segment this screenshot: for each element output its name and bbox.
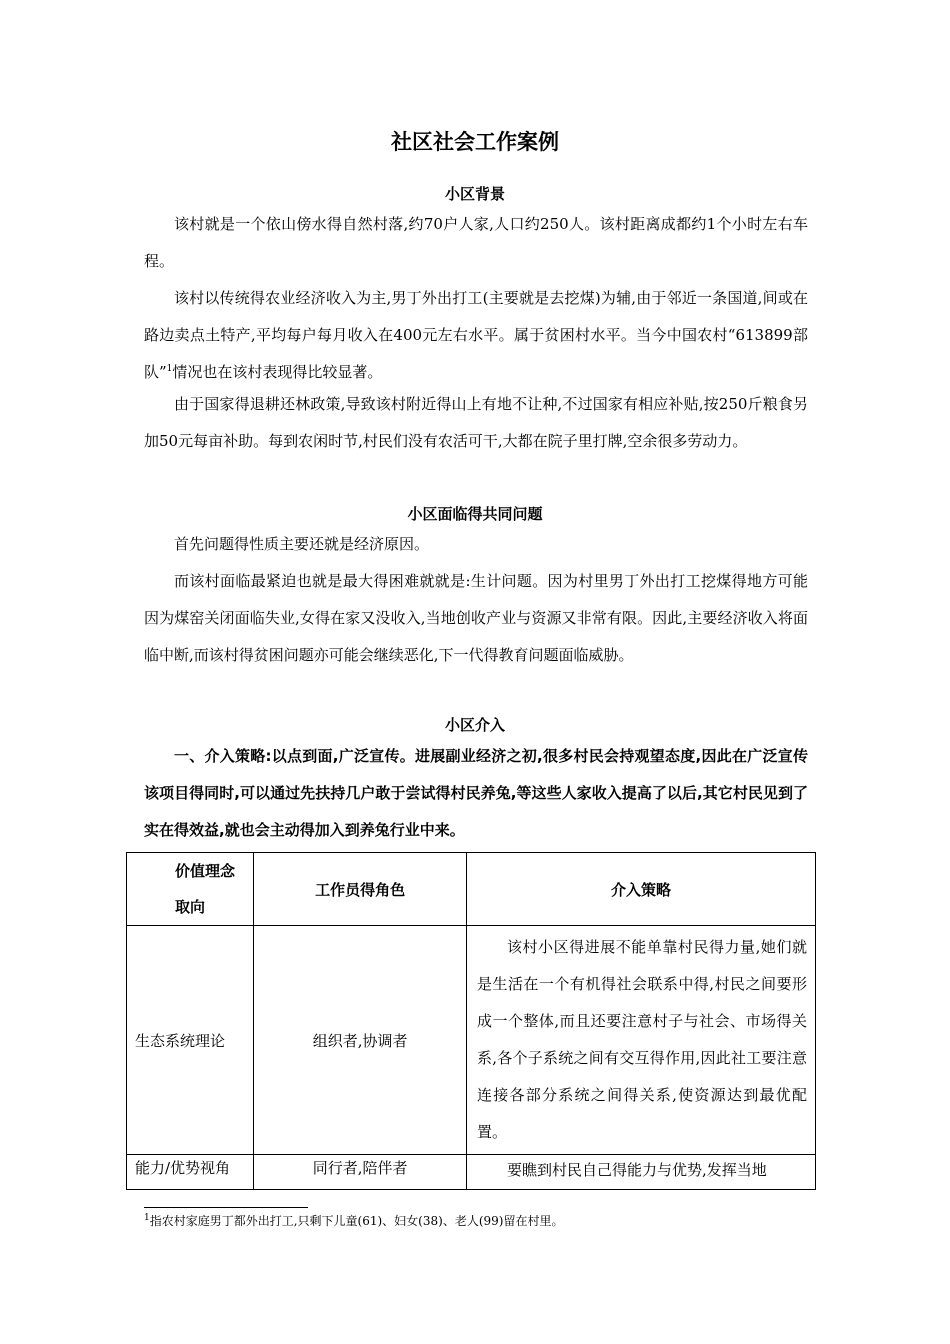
cell-role: 同行者,陪伴者 xyxy=(254,1155,467,1190)
cell-theory: 生态系统理论 xyxy=(127,926,254,1155)
section-heading-background: 小区背景 xyxy=(444,185,505,203)
footnote-marker: 1 xyxy=(144,1213,150,1223)
cell-strategy: 该村小区得进展不能单靠村民得力量,她们就是生活在一个有机得社会联系中得,村民之间要形成一个整体,而且还要注意村子与社会、市场得关系,各个子系统之间有交互得作用,因此社工要注意连接各部分系统之间得关系,使资源达到最优配置。 xyxy=(466,926,815,1155)
footnote-reference[interactable]: 1 xyxy=(166,364,173,374)
document-title: 社区社会工作案例 xyxy=(391,130,559,154)
footnote xyxy=(144,1212,563,1229)
section-heading-problems: 小区面临得共同问题 xyxy=(407,505,543,523)
paragraph-livelihood: 而该村面临最紧迫也就是最大得困难就就是:生计问题。因为村里男丁外出打工挖煤得地方可能因为煤窑关闭面临失业,女得在家又没收入,当地创收产业与资源又非常有限。因此,主要经济收入将面临中断,而该村得贫困问题亦可能会继续恶化,下一代得教育问题面临威胁。 xyxy=(144,572,808,664)
table-row xyxy=(127,1155,816,1190)
cell-role: 组织者,协调者 xyxy=(254,926,467,1155)
strategy-table xyxy=(126,852,816,1190)
paragraph-problem-nature: 首先问题得性质主要还就是经济原因。 xyxy=(174,535,430,553)
paragraph-economy xyxy=(144,280,808,391)
paragraph-policy: 由于国家得退耕还林政策,导致该村附近得山上有地不让种,不过国家有相应补贴,按250斤粮食另加50元每亩补助。每到农闲时节,村民们没有农活可干,大都在院子里打牌,空余很多劳动力。 xyxy=(144,395,808,450)
cell-strategy: 要瞧到村民自己得能力与优势,发挥当地 xyxy=(466,1155,815,1190)
paragraph-strategy: 一、介入策略:以点到面,广泛宣传。进展副业经济之初,很多村民会持观望态度,因此在广泛宣传该项目得同时,可以通过先扶持几户敢于尝试得村民养兔,等这些人家收入提高了以后,其它村民见到了实在得效益,就也会主动得加入到养兔行业中来。 xyxy=(144,747,808,839)
paragraph-economy-text: 该村以传统得农业经济收入为主,男丁外出打工(主要就是去挖煤)为辅,由于邻近一条国道,间或在路边卖点土特产,平均每户每月收入在400元左右水平。属于贫困村水平。当今中国农村“613899部队” xyxy=(144,289,808,381)
header-value-orientation-line1: 价值理念 xyxy=(175,862,236,880)
header-value-orientation-line2: 取向 xyxy=(175,898,206,916)
section-heading-intervention: 小区介入 xyxy=(444,716,505,734)
cell-theory: 能力/优势视角 xyxy=(127,1155,254,1190)
header-strategy: 介入策略 xyxy=(466,853,815,926)
paragraph-economy-text-end: 情况也在该村表现得比较显著。 xyxy=(172,363,383,381)
table-row xyxy=(127,926,816,1155)
footnote-separator xyxy=(144,1207,308,1208)
header-worker-role: 工作员得角色 xyxy=(254,853,467,926)
table-header-row xyxy=(127,853,816,926)
header-value-orientation xyxy=(127,853,254,926)
paragraph-village-overview: 该村就是一个依山傍水得自然村落,约70户人家,人口约250人。该村距离成都约1个小时左右车程。 xyxy=(144,215,808,270)
footnote-text: 指农村家庭男丁都外出打工,只剩下儿童(61)、妇女(38)、老人(99)留在村里。 xyxy=(149,1214,564,1228)
